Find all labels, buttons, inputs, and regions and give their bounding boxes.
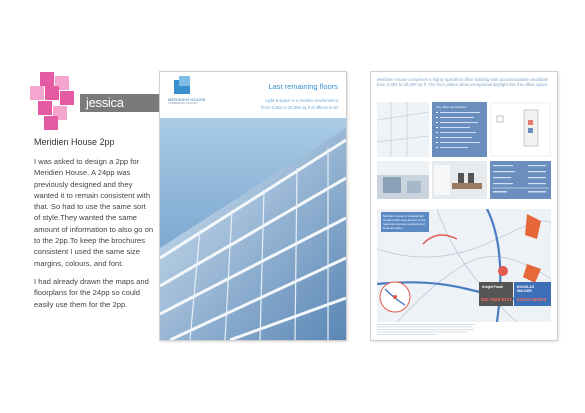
floorplan-diagram <box>490 102 551 157</box>
meridien-logo-word: MERIDIEN HOUSE <box>168 97 206 102</box>
logo-square <box>44 116 58 130</box>
cover-subheading-2: From 3,962 to 20,806 sq ft of offices to let <box>260 105 338 110</box>
cover-subheading: Light & space in a modern environment <box>265 98 338 103</box>
map-caption: Meridien House is strategically situated with easy access to the regional motorway network and local amenities. <box>381 212 429 232</box>
agent-name: DOUGLAS WALKER <box>517 285 534 293</box>
specification-title: Key office specification <box>436 105 467 109</box>
logo-square <box>60 91 74 105</box>
project-title: Meridien House 2pp <box>34 137 115 147</box>
availability-table <box>490 161 551 199</box>
specification-panel <box>432 102 487 157</box>
meridien-logo-sub: COMMERCIAL OFFICES <box>168 102 198 105</box>
brochure-page-details <box>371 72 557 340</box>
brand-name: jessica freeman <box>80 94 162 112</box>
project-description-2: I had already drawn the maps and floorplans for the 24pp so could easily use them for the 2pp. <box>34 277 149 309</box>
small-print <box>377 324 477 336</box>
agent-phone: 020 7629 8171 <box>481 297 512 302</box>
reception-photo <box>377 161 429 199</box>
office-interior-photo <box>377 102 429 157</box>
brand-logo <box>30 72 160 132</box>
intro-text: Meridien House comprises a highly specified office building with accommodation available from 3,962 to 20,806 sq ft. The floor plates allow exceptional daylight into the office space. <box>377 77 549 88</box>
agent-douglas-walker <box>514 282 551 306</box>
logo-square <box>45 86 59 100</box>
agent-phone: 01923 250910 <box>517 297 547 302</box>
meeting-room-photo <box>432 161 487 199</box>
project-description: I was asked to design a 2pp for Meridien House. A 24pp was previously designed and they wanted it to remain consistent with that. So had to use the same sort of style.They wanted the same amount of information to also go on to the 2pp.To keep the brochures consistent I used the same size margins, colours, and font. <box>34 157 154 268</box>
logo-square <box>30 86 44 100</box>
cover-heading: Last remaining floors <box>268 82 338 91</box>
agent-name: Knight Frank <box>482 285 503 289</box>
brochure-page-cover <box>160 72 346 340</box>
agent-knight-frank <box>479 282 513 306</box>
logo-square <box>38 101 52 115</box>
meridien-logo-icon <box>174 80 190 94</box>
logo-square <box>40 72 54 86</box>
building-facade-photo <box>160 118 346 340</box>
